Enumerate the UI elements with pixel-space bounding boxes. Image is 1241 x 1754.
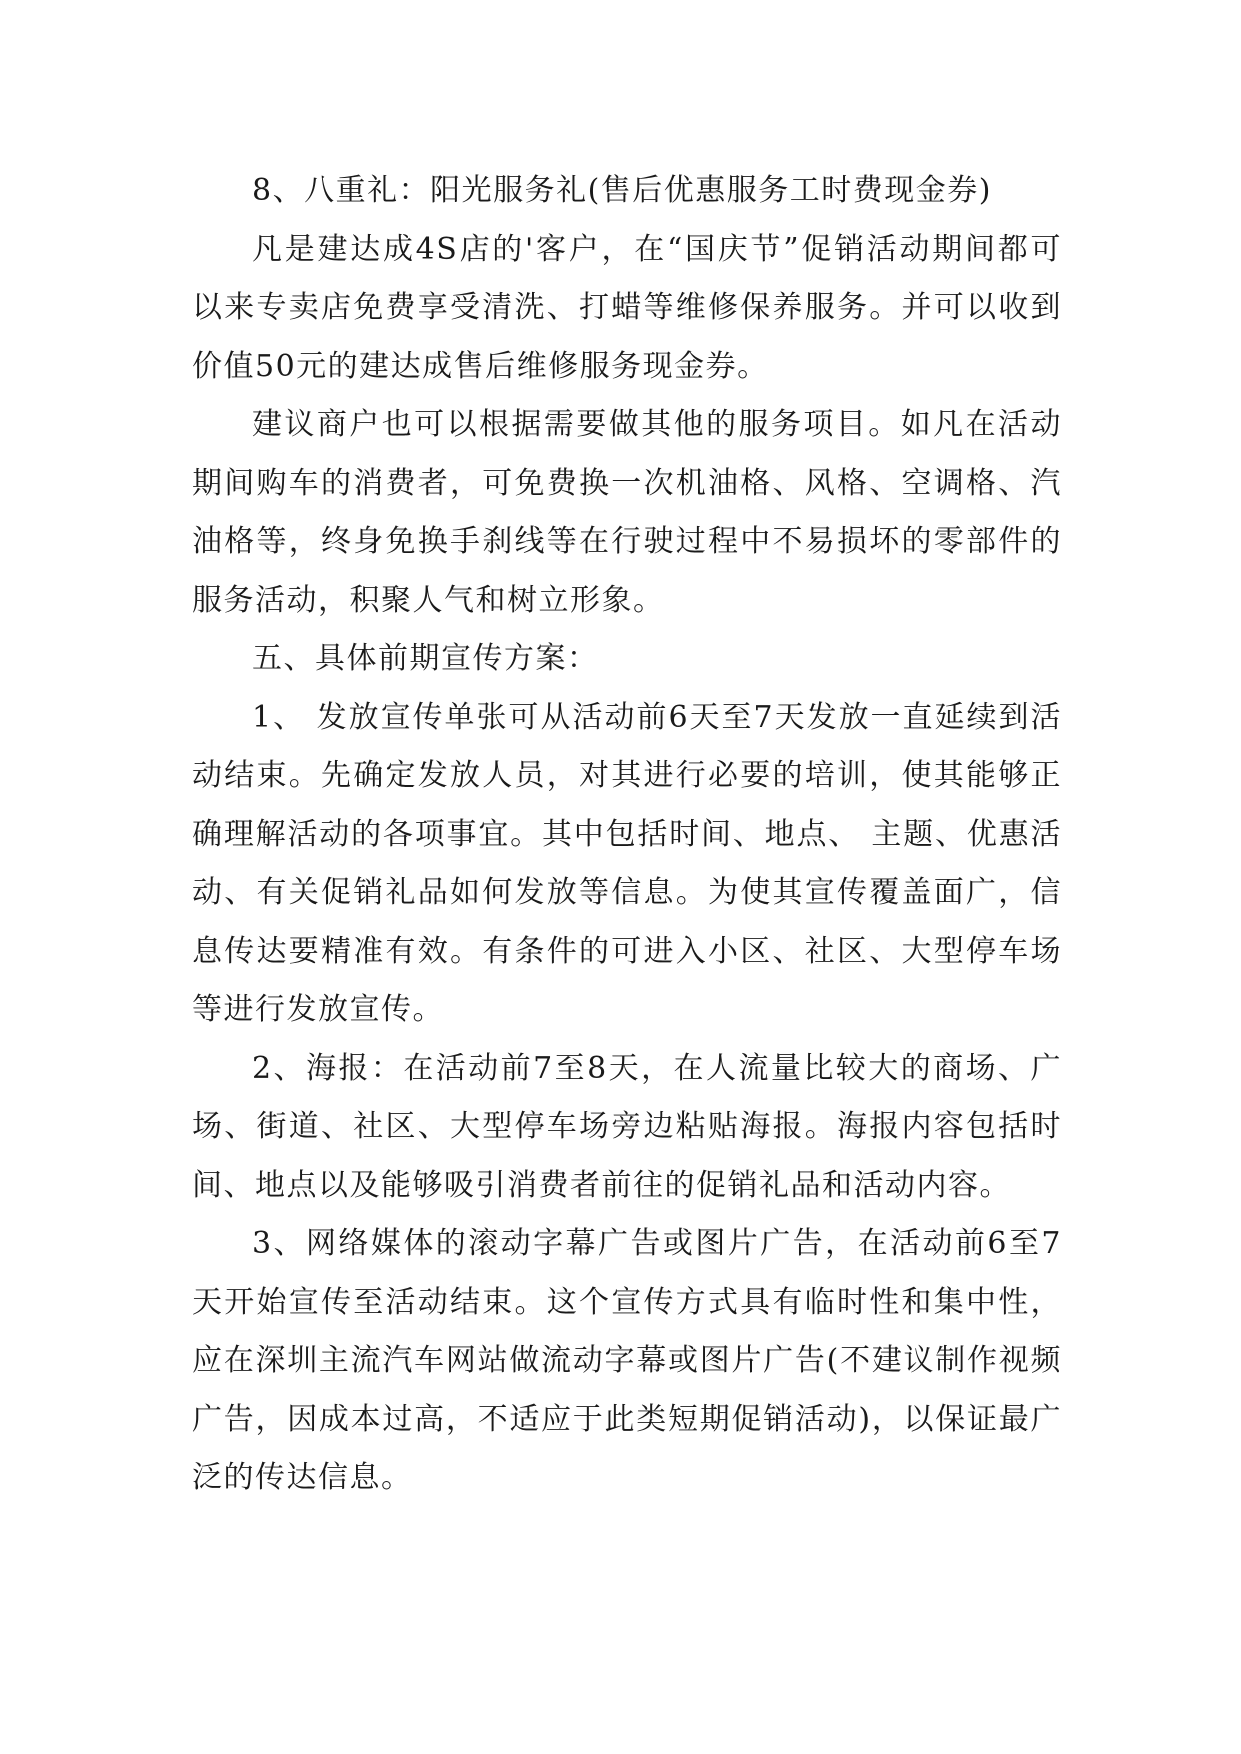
section-heading-publicity-plan: 五、具体前期宣传方案： [252,641,599,676]
document-body [192,162,1062,1508]
paragraph-merchant-suggestion: 建议商户也可以根据需要做其他的服务项目。如凡在活动期间购车的消费者，可免费换一次机油格、风格、空调格、汽油格等，终身免换手刹线等在行驶过程中不易损坏的零部件的服务活动，积聚人气和树立形象。 [192,407,1062,618]
paragraph-gift-8-description: 凡是建达成4S店的'客户，在“国庆节”促销活动期间都可以来专卖店免费享受清洗、打蜡等维修保养服务。并可以收到价值50元的建达成售后维修服务现金券。 [192,231,1062,384]
paragraph-online-media: 3、网络媒体的滚动字幕广告或图片广告，在活动前6至7天开始宣传至活动结束。这个宣传方式具有临时性和集中性，应在深圳主流汽车网站做流动字幕或图片广告(不建议制作视频广告，因成本过高，不适应于此类短期促销活动)，以保证最广泛的传达信息。 [192,1226,1062,1495]
paragraph-flyers: 1、 发放宣传单张可从活动前6天至7天发放一直延续到活动结束。先确定发放人员，对其进行必要的培训，使其能够正确理解活动的各项事宜。其中包括时间、地点、 主题、优惠活动、有关促销礼品如何发放等信息。为使其宣传覆盖面广，信息传达要精准有效。有条件的可进入小区、社区、大型停车场等进行发放宣传。 [192,699,1062,1027]
paragraph-gift-8-heading: 8、八重礼：阳光服务礼(售后优惠服务工时费现金券) [252,173,992,208]
paragraph-posters: 2、海报：在活动前7至8天，在人流量比较大的商场、广场、街道、社区、大型停车场旁边粘贴海报。海报内容包括时间、地点以及能够吸引消费者前往的促销礼品和活动内容。 [192,1050,1062,1203]
